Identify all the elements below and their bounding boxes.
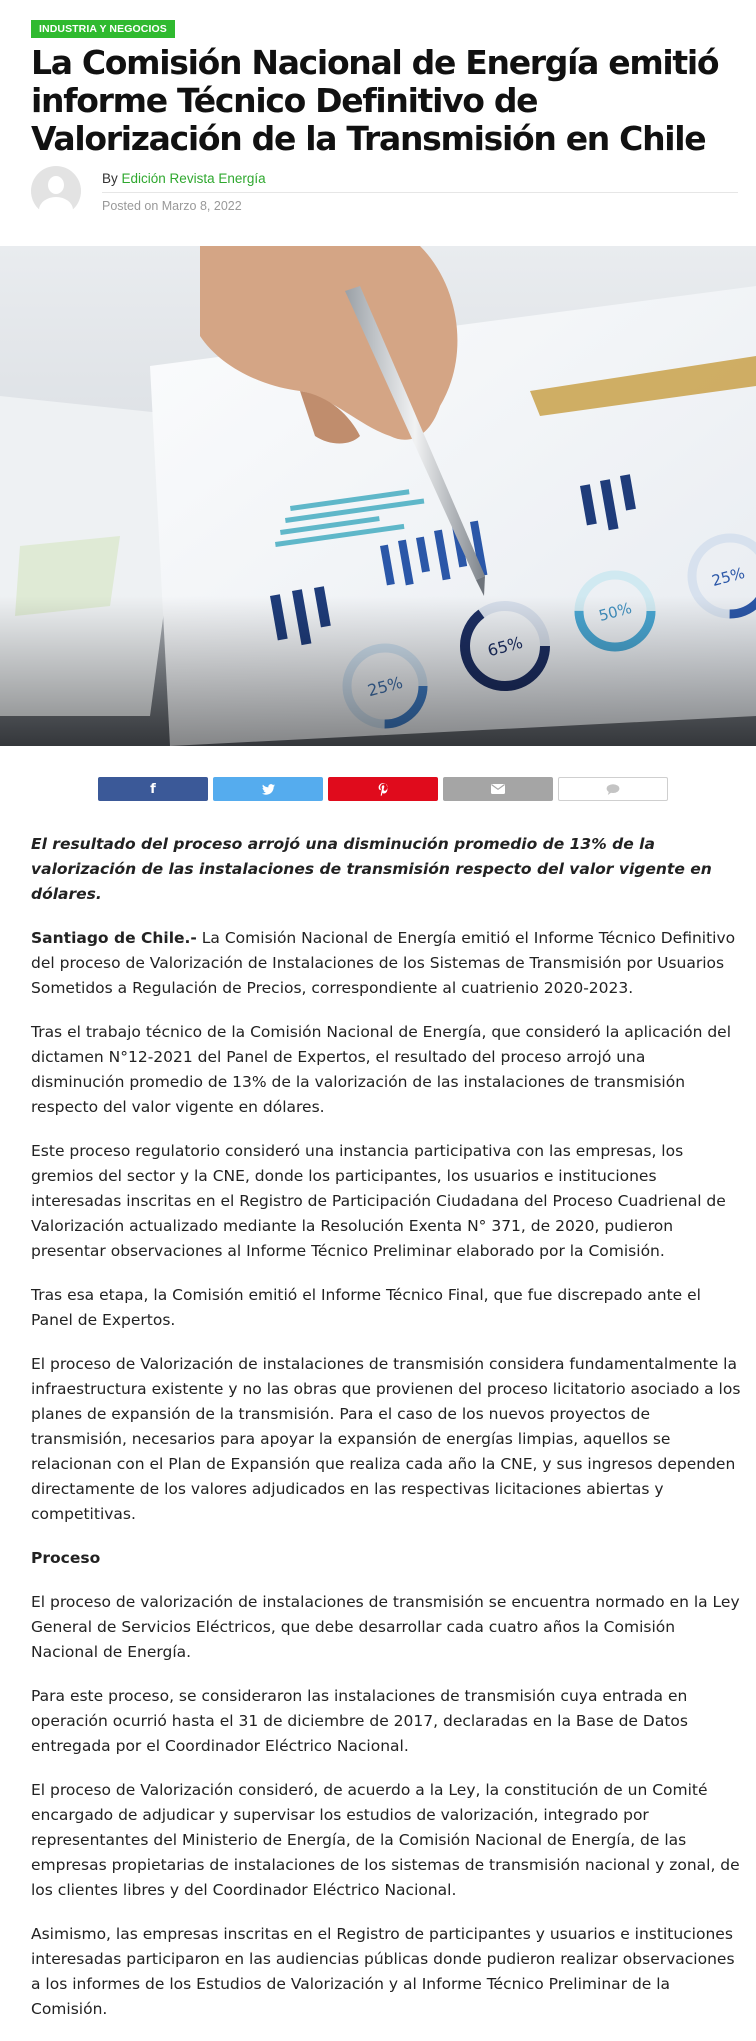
article-paragraph: Para este proceso, se consideraron las instalaciones de transmisión cuya entrada en operación ocurrió hasta el 31 de diciembre de 2017, declaradas en la Base de Datos entregada por el Coordinador Eléctrico Nacional. — [31, 1687, 688, 1755]
author-link[interactable]: Edición Revista Energía — [121, 171, 266, 186]
share-twitter-button[interactable] — [213, 777, 323, 801]
category-badge[interactable]: INDUSTRIA Y NEGOCIOS — [31, 20, 175, 38]
article-paragraph: El proceso de Valorización consideró, de acuerdo a la Ley, la constitución de un Comité encargado de adjudicar y supervisar los estudios de valorización, integrado por representantes del Ministerio de Energía, de la Comisión Nacional de Energía, de las empresas propietarias de instalaciones de los sistemas de transmisión nacional y zonal, de los clientes libres y del Coordinador Eléctrico Nacional. — [31, 1781, 740, 1899]
avatar-head — [48, 176, 64, 194]
byline — [102, 171, 266, 186]
share-facebook-button[interactable] — [98, 777, 208, 801]
byline-divider — [102, 192, 738, 193]
byline-prefix: By — [102, 171, 118, 186]
pinterest-icon — [378, 783, 389, 796]
hero-illustration — [0, 246, 756, 746]
avatar-shoulders — [39, 197, 73, 223]
hero-image — [0, 246, 756, 746]
article-body — [31, 832, 741, 2041]
article-title: La Comisión Nacional de Energía emitió informe Técnico Definitivo de Valorización de la Transmisión en Chile — [31, 43, 719, 158]
article-paragraph: El proceso de Valorización de instalaciones de transmisión considera fundamentalmente la infraestructura existente y no las obras que provienen del proceso licitatorio asociado a los planes de expansión de la transmisión. Para el caso de los nuevos proyectos de transmisión, necesarios para apoyar la expansión de energías limpias, aquellos se relacionan con el Plan de Expansión que realiza cada año la CNE, y sus ingresos dependen directamente de los valores adjudicados en las respectivas licitaciones abiertas y competitivas. — [31, 1355, 741, 1523]
share-bar — [98, 777, 668, 801]
share-pinterest-button[interactable] — [328, 777, 438, 801]
article-lead: El resultado del proceso arrojó una disminución promedio de 13% de la valorización de las instalaciones de transmisión respecto del valor vigente en dólares. — [31, 835, 712, 903]
hero-shade — [0, 246, 756, 746]
section-heading: Proceso — [31, 1549, 101, 1567]
facebook-icon: f — [150, 781, 156, 797]
comment-button[interactable] — [558, 777, 668, 801]
article-paragraph: El proceso de valorización de instalaciones de transmisión se encuentra normado en la Ley General de Servicios Eléctricos, que debe desarrollar cada cuatro años la Comisión Nacional de Energía. — [31, 1593, 740, 1661]
twitter-icon — [262, 784, 275, 795]
article-paragraph: Tras esa etapa, la Comisión emitió el Informe Técnico Final, que fue discrepado ante el Panel de Expertos. — [31, 1286, 701, 1329]
article-paragraph: Asimismo, las empresas inscritas en el Registro de participantes y usuarios e instituciones interesadas participaron en las audiencias públicas donde pudieron realizar observaciones a los informes de los Estudios de Valorización y al Informe Técnico Preliminar de la Comisión. — [31, 1925, 735, 2018]
post-date: Posted on Marzo 8, 2022 — [102, 199, 242, 213]
article-paragraph — [31, 926, 741, 1001]
dateline: Santiago de Chile.- — [31, 929, 197, 947]
comment-icon — [606, 784, 620, 795]
paragraph-text: La Comisión Nacional de Energía emitió el Informe Técnico Definitivo del proceso de Valorización de Instalaciones de los Sistemas de Transmisión por Usuarios Sometidos a Regulación de Precios, correspondiente al cuatrienio 2020-2023. — [31, 929, 736, 997]
article-paragraph: Este proceso regulatorio consideró una instancia participativa con las empresas, los gremios del sector y la CNE, donde los participantes, los usuarios e instituciones interesadas inscritas en el Registro de Participación Ciudadana del Proceso Cuadrienal de Valorización actualizado mediante la Resolución Exenta N° 371, de 2020, pudieron presentar observaciones al Informe Técnico Preliminar elaborado por la Comisión. — [31, 1142, 726, 1260]
author-avatar[interactable] — [31, 166, 81, 216]
email-icon — [491, 784, 505, 794]
article-paragraph: Tras el trabajo técnico de la Comisión Nacional de Energía, que consideró la aplicación del dictamen N°12-2021 del Panel de Expertos, el resultado del proceso arrojó una disminución promedio de 13% de la valorización de las instalaciones de transmisión respecto del valor vigente en dólares. — [31, 1023, 732, 1116]
share-email-button[interactable] — [443, 777, 553, 801]
